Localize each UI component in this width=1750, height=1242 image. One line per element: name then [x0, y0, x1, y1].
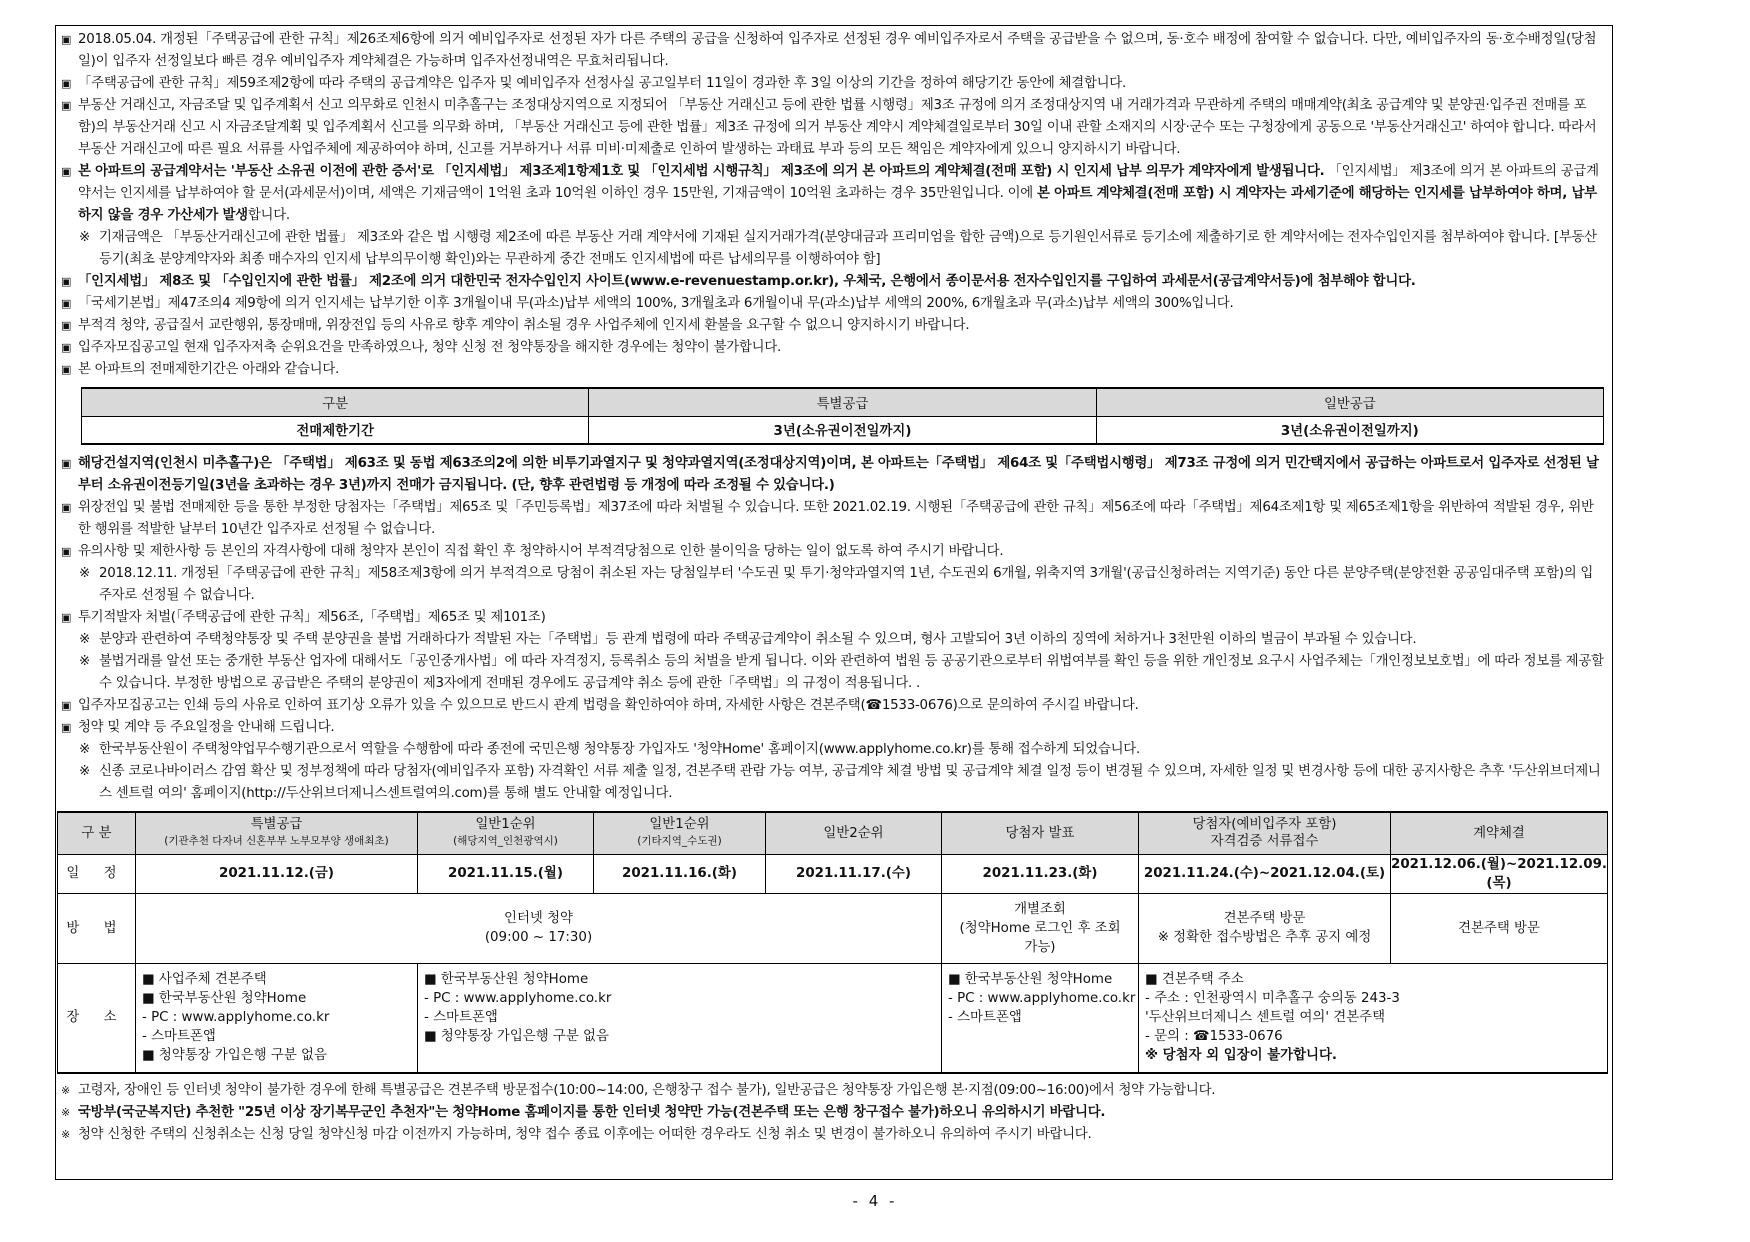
- date-cell: 2021.12.06.(월)~2021.12.09.(목): [1391, 854, 1608, 893]
- notice-text: 본 아파트의 전매제한기간은 아래와 같습니다.: [78, 362, 340, 377]
- notice-text: 2018.05.04. 개정된「주택공급에 관한 규칙」제26조제6항에 의거 예비입주자로 선정된 자가 다른 주택의 공급을 신청하여 입주자로 선정된 경우 예비입주자로서 주택을 공급받을 수 없으며, 동·호수 배정에 참여할 수 없습니다. 다만, 예비입주자의 동·호수배정일(당첨일)이 입주자 선정일보다 빠른 경우 예비입주자 계약체결은 가능하며 입주자선정내역은 무효처리됩니다.: [78, 32, 1597, 69]
- square-bullet-icon: ▣: [61, 341, 72, 354]
- reference-mark-icon: ※: [79, 566, 90, 581]
- notice-account: [61, 337, 1604, 359]
- table-header: 특별공급: [589, 388, 1096, 416]
- notice-text: 합니다.: [247, 208, 290, 223]
- method-cell: 인터넷 청약 (09:00 ~ 17:30): [136, 893, 942, 963]
- square-bullet-icon: ▣: [61, 545, 72, 558]
- notice-frame: [55, 25, 1613, 1180]
- notice-text: 유의사항 및 제한사항 등 본인의 자격사항에 대해 청약자 본인이 직접 확인 후 청약하시어 부적격당첨으로 인한 불이익을 당하는 일이 없도록 하여 주시기 바랍니다.: [78, 544, 1004, 559]
- note-speculation-1: [61, 629, 1604, 651]
- reference-mark-icon: ※: [79, 654, 90, 669]
- note-text: 불법거래를 알선 또는 중개한 부동산 업자에 대해서도「공인중개사법」에 따라 자격정지, 등록취소 등의 처벌을 받게 됩니다. 이와 관련하여 법원 등 공공기관으로부터 위법여부를 확인 등을 위한 개인정보 요구시 사업주체는「개인정보보호법」에 따라 정보를 제공할 수 있습니다. 부정한 방법으로 공급받은 주택의 분양권이 제3자에게 전매된 경우에도 공급계약 취소 등에 관한「주택법」의 규정이 적용됩니다. .: [99, 654, 1604, 691]
- place-cell: ■ 사업주체 견본주택 ■ 한국부동산원 청약Home - PC : www.applyhome.co.kr - 스마트폰앱 ■ 청약통장 가입은행 구분 없음: [136, 963, 418, 1073]
- note-text: 청약 신청한 주택의 신청취소는 신청 당일 청약신청 마감 이전까지 가능하며, 청약 접수 종료 이후에는 어떠한 경우라도 신청 취소 및 변경이 불가하오니 유의하여 주시기 바랍니다.: [78, 1127, 1092, 1142]
- note-text: 신종 코로나바이러스 감염 확산 및 정부정책에 따라 당첨자(예비입주자 포함) 자격확인 서류 제출 일정, 견본주택 관람 가능 여부, 공급계약 체결 방법 및 공급계약 체결 일정 등이 변경될 수 있으며, 자세한 일정 및 변경사항 등에 대한 공지사항은 추후 '두산위브더제니스 센트럴 여의' 홈페이지(http://두산위브더제니스센트럴여의.com)를 통해 별도 안내할 예정입니다.: [99, 764, 1601, 801]
- date-cell: 2021.11.23.(화): [942, 854, 1139, 893]
- reference-mark-icon: ※: [79, 764, 90, 779]
- method-cell: 견본주택 방문: [1391, 893, 1608, 963]
- note-schedule-2: [61, 761, 1604, 805]
- final-note-2: [61, 1102, 1604, 1124]
- square-bullet-icon: ▣: [61, 501, 72, 514]
- notice-text: 위장전입 및 불법 전매제한 등을 통한 부정한 당첨자는「주택법」제65조 및「주민등록법」제37조에 따라 처벌될 수 있습니다. 또한 2021.02.19. 시행된「주택공급에 관한 규칙」제56조에 따라「주택법」제64조제1항 및 제65조제1항을 위반하여 적발된 경우, 위반한 행위를 적발한 날부터 10년간 입주자로 선정될 수 없습니다.: [78, 500, 1594, 537]
- reference-mark-icon: ※: [79, 230, 90, 245]
- notice-text: 투기적발자 처벌(「주택공급에 관한 규칙」제56조,「주택법」제65조 및 제101조): [78, 610, 546, 625]
- final-note-3: [61, 1124, 1604, 1146]
- note-speculation-2: [61, 651, 1604, 695]
- date-cell: 2021.11.17.(수): [766, 854, 942, 893]
- notice-text: 부적격 청약, 공급질서 교란행위, 통장매매, 위장전입 등의 사유로 향후 계약이 취소될 경우 사업주체에 인지세 환불을 요구할 수 없으니 양지하시기 바랍니다.: [78, 318, 970, 333]
- notice-text: 「주택공급에 관한 규칙」제59조제2항에 따라 주택의 공급계약은 입주자 및 예비입주자 선정사실 공고일부터 11일이 경과한 후 3일 이상의 기간을 정하여 해당기간 동안에 체결합니다.: [78, 76, 1127, 91]
- schedule-table: [57, 811, 1608, 1074]
- date-cell: 2021.11.15.(월): [418, 854, 594, 893]
- method-cell: 개별조회 (청약Home 로그인 후 조회 가능): [942, 893, 1139, 963]
- note-text: 분양과 관련하여 주택청약통장 및 주택 분양권을 불법 거래하다가 적발된 자는「주택법」등 관계 법령에 따라 주택공급계약이 취소될 수 있으며, 형사 고발되어 3년 이하의 징역에 처하거나 3천만원 이하의 벌금이 부과될 수 있습니다.: [99, 632, 1417, 647]
- method-cell: 견본주택 방문 ※ 정확한 접수방법은 추후 공지 예정: [1139, 893, 1391, 963]
- reference-mark-icon: ※: [61, 1106, 70, 1119]
- table-cell: 전매제한기간: [82, 416, 589, 444]
- table-header: 일반1순위 (해당지역_인천광역시): [418, 812, 594, 854]
- notice-print-error: [61, 695, 1604, 717]
- place-cell: ■ 견본주택 주소 - 주소 : 인천광역시 미추홀구 숭의동 243-3 '두산위브더제니스 센트럴 여의' 견본주택 - 문의 : ☎1533-0676 ※ 당첨자 외 입장이 불가합니다.: [1139, 963, 1608, 1073]
- row-header: 방 법: [58, 893, 136, 963]
- notice-caution: [61, 541, 1604, 563]
- square-bullet-icon: ▣: [61, 165, 72, 178]
- note-ineligible: [61, 563, 1604, 607]
- notice-penalty-tax: [61, 293, 1604, 315]
- table-header: 특별공급 (기관추천 다자녀 신혼부부 노부모부양 생애최초): [136, 812, 418, 854]
- notice-bold-text: 해당건설지역(인천시 미추홀구)은 「주택법」 제63조 및 동법 제63조의2에 의한 비투기과열지구 및 청약과열지역(조정대상지역)이며, 본 아파트는「주택법」 제64조 및「주택법시행령」 제73조 규정에 의거 민간택지에서 공급하는 아파트로서 입주자로 선정된 날부터 소유권이전등기일(3년을 초과하는 경우 3년)까지 전매가 금지됩니다. (단, 향후 관련법령 등 개정에 따라 조정될 수 있습니다.): [78, 456, 1599, 493]
- final-note-1: [61, 1080, 1604, 1102]
- square-bullet-icon: ▣: [61, 33, 72, 46]
- reference-mark-icon: ※: [79, 742, 90, 757]
- note-text: 고령자, 장애인 등 인터넷 청약이 불가한 경우에 한해 특별공급은 견본주택 방문접수(10:00~14:00, 은행창구 접수 불가), 일반공급은 청약통장 가입은행 본·지점(09:00~16:00)에서 청약 가능합니다.: [78, 1083, 1216, 1098]
- square-bullet-icon: ▣: [61, 275, 72, 288]
- notice-region: [61, 453, 1604, 497]
- notice-electronic-stamp: [61, 271, 1604, 293]
- note-bold-text: 국방부(국군복지단) 추천한 "25년 이상 장기복무군인 추천자"는 청약Home 홈페이지를 통한 인터넷 청약만 가능(견본주택 또는 은행 창구접수 불가)하오니 유의하시기 바랍니다.: [78, 1105, 1106, 1120]
- notice-schedule-intro: [61, 717, 1604, 739]
- date-cell: 2021.11.12.(금): [136, 854, 418, 893]
- notice-stamp-tax: [61, 161, 1604, 227]
- note-schedule-1: [61, 739, 1604, 761]
- date-cell: 2021.11.16.(화): [594, 854, 766, 893]
- square-bullet-icon: ▣: [61, 77, 72, 90]
- notice-text: 「인지세법」 제3조에 의거 본 아파트의 공급계약서는 인지세를 납부하여야 할 문서(과세문서)이며, 세액은 기재금액이 1억원 초과 10억원 이하인 경우 15만원, 기재금액이 10억원 초과하는 경우 35만원입니다. 이에: [78, 164, 1599, 201]
- square-bullet-icon: ▣: [61, 611, 72, 624]
- note-text: 2018.12.11. 개정된「주택공급에 관한 규칙」제58조제3항에 의거 부적격으로 당첨이 취소된 자는 당첨일부터 '수도권 및 투기·청약과열지역 1년, 수도권외 6개월, 위축지역 3개월'(공급신청하려는 지역기준) 동안 다른 분양주택(분양전환 공공임대주택 포함)의 입주자로 선정될 수 없습니다.: [99, 566, 1594, 603]
- square-bullet-icon: ▣: [61, 363, 72, 376]
- square-bullet-icon: ▣: [61, 297, 72, 310]
- place-cell: ■ 한국부동산원 청약Home - PC : www.applyhome.co.kr - 스마트폰앱 ■ 청약통장 가입은행 구분 없음: [418, 963, 942, 1073]
- reference-mark-icon: ※: [61, 1084, 70, 1097]
- table-header: 당첨자 발표: [942, 812, 1139, 854]
- notice-resale-intro: [61, 359, 1604, 381]
- notice-text: 부동산 거래신고, 자금조달 및 입주계획서 신고 의무화로 인천시 미추홀구는 조정대상지역으로 지정되어 「부동산 거래신고 등에 관한 법률 시행령」제3조 규정에 의거 조정대상지역 내 거래가격과 무관하게 주택의 매매계약(최초 공급계약 및 분양권·입주권 전매를 포함)의 부동산거래 신고 시 자금조달계획 및 입주계획서 신고를 의무화 하며, 「부동산 거래신고 등에 관한 법률」제3조 규정에 의거 부동산 계약시 계약체결일로부터 30일 이내 관할 소재지의 시장·군수 또는 구청장에게 공동으로 '부동산거래신고' 하여야 합니다. 따라서 부동산 거래신고에 따른 필요 서류를 사업주체에 제공하여야 하며, 신고를 거부하거나 서류 미비·미제출로 인하여 발생하는 과태료 부과 등의 모든 책임은 계약자에게 있으니 양지하시기 바랍니다.: [78, 98, 1597, 157]
- notice-no-refund: [61, 315, 1604, 337]
- date-cell: 2021.11.24.(수)~2021.12.04.(토): [1139, 854, 1391, 893]
- notice-bold-text: 「인지세법」 제8조 및 「수입인지에 관한 법률」 제2조에 의거 대한민국 전자수입인지 사이트(www.e-revenuestamp.or.kr), 우체국, 은행에서 종이문서용 전자수입인지를 구입하여 과세문서(공급계약서등)에 첨부해야 합니다.: [78, 274, 1416, 289]
- row-header: 일 정: [58, 854, 136, 893]
- notice-contract-period: [61, 73, 1604, 95]
- notice-reserve-applicant: [61, 29, 1604, 73]
- notice-text: 청약 및 계약 등 주요일정을 안내해 드립니다.: [78, 720, 335, 735]
- notice-text: 「국세기본법」제47조의4 제9항에 의거 인지세는 납부기한 이후 3개월이내 무(과소)납부 세액의 100%, 3개월초과 6개월이내 무(과소)납부 세액의 200%, 6개월초과 무(과소)납부 세액의 300%입니다.: [78, 296, 1234, 311]
- notice-speculation: [61, 607, 1604, 629]
- table-header: 일반2순위: [766, 812, 942, 854]
- table-header: 일반공급: [1096, 388, 1603, 416]
- notice-text: 입주자모집공고는 인쇄 등의 사유로 인하여 표기상 오류가 있을 수 있으므로 반드시 관계 법령을 확인하여야 하며, 자세한 사항은 견본주택(☎1533-0676)으로 문의하여 주시길 바랍니다.: [78, 698, 1139, 713]
- notice-text: 입주자모집공고일 현재 입주자저축 순위요건을 만족하였으나, 청약 신청 전 청약통장을 해지한 경우에는 청약이 불가합니다.: [78, 340, 782, 355]
- square-bullet-icon: ▣: [61, 721, 72, 734]
- table-cell: 3년(소유권이전일까지): [1096, 416, 1603, 444]
- square-bullet-icon: ▣: [61, 457, 72, 470]
- square-bullet-icon: ▣: [61, 99, 72, 112]
- page-number: - 4 -: [852, 1192, 898, 1210]
- note-text: 한국부동산원이 주택청약업무수행기관으로서 역할을 수행함에 따라 종전에 국민은행 청약통장 가입자도 '청약Home' 홈페이지(www.applyhome.co.kr)를 통해 접수하게 되었습니다.: [99, 742, 1140, 757]
- notice-fake-residence: [61, 497, 1604, 541]
- table-header: 구분: [82, 388, 589, 416]
- notice-bold-text: 본 아파트의 공급계약서는 '부동산 소유권 이전에 관한 증서'로 「인지세법」 제3조제1항제1호 및 「인지세법 시행규칙」 제3조에 의거 본 아파트의 계약체결(전매 포함) 시 인지세 납부 의무가 계약자에게 발생됩니다.: [78, 164, 1325, 179]
- table-header: 당첨자(예비입주자 포함) 자격검증 서류접수: [1139, 812, 1391, 854]
- reference-mark-icon: ※: [61, 1128, 70, 1141]
- square-bullet-icon: ▣: [61, 699, 72, 712]
- table-header: 일반1순위 (기타지역_수도권): [594, 812, 766, 854]
- note-stamp-amount: [61, 227, 1604, 271]
- table-header: 구 분: [58, 812, 136, 854]
- table-header: 계약체결: [1391, 812, 1608, 854]
- row-header: 장 소: [58, 963, 136, 1073]
- square-bullet-icon: ▣: [61, 319, 72, 332]
- reference-mark-icon: ※: [79, 632, 90, 647]
- resale-restriction-table: [81, 387, 1604, 445]
- place-cell: ■ 한국부동산원 청약Home - PC : www.applyhome.co.kr - 스마트폰앱: [942, 963, 1139, 1073]
- table-cell: 3년(소유권이전일까지): [589, 416, 1096, 444]
- notice-bold-text: 본 아파트 계약체결(전매 포함) 시 계약자는 과세기준에 해당하는 인지세를 납부하여야 하며, 납부하지 않을 경우 가산세가 발생: [78, 186, 1597, 223]
- notice-transaction-report: [61, 95, 1604, 161]
- note-text: 기재금액은 「부동산거래신고에 관한 법률」 제3조와 같은 법 시행령 제2조에 따른 부동산 거래 계약서에 기재된 실지거래가격(분양대금과 프리미엄을 합한 금액)으로 등기원인서류로 등기소에 제출하기로 한 계약서에는 전자수입인지를 첨부하여야 합니다. [부동산 등기(최초 분양계약자와 최종 매수자의 인지세 납부의무이행 확인)와는 무관하게 중간 전매도 인지세법에 따른 납세의무를 이행하여야 함]: [99, 230, 1597, 267]
